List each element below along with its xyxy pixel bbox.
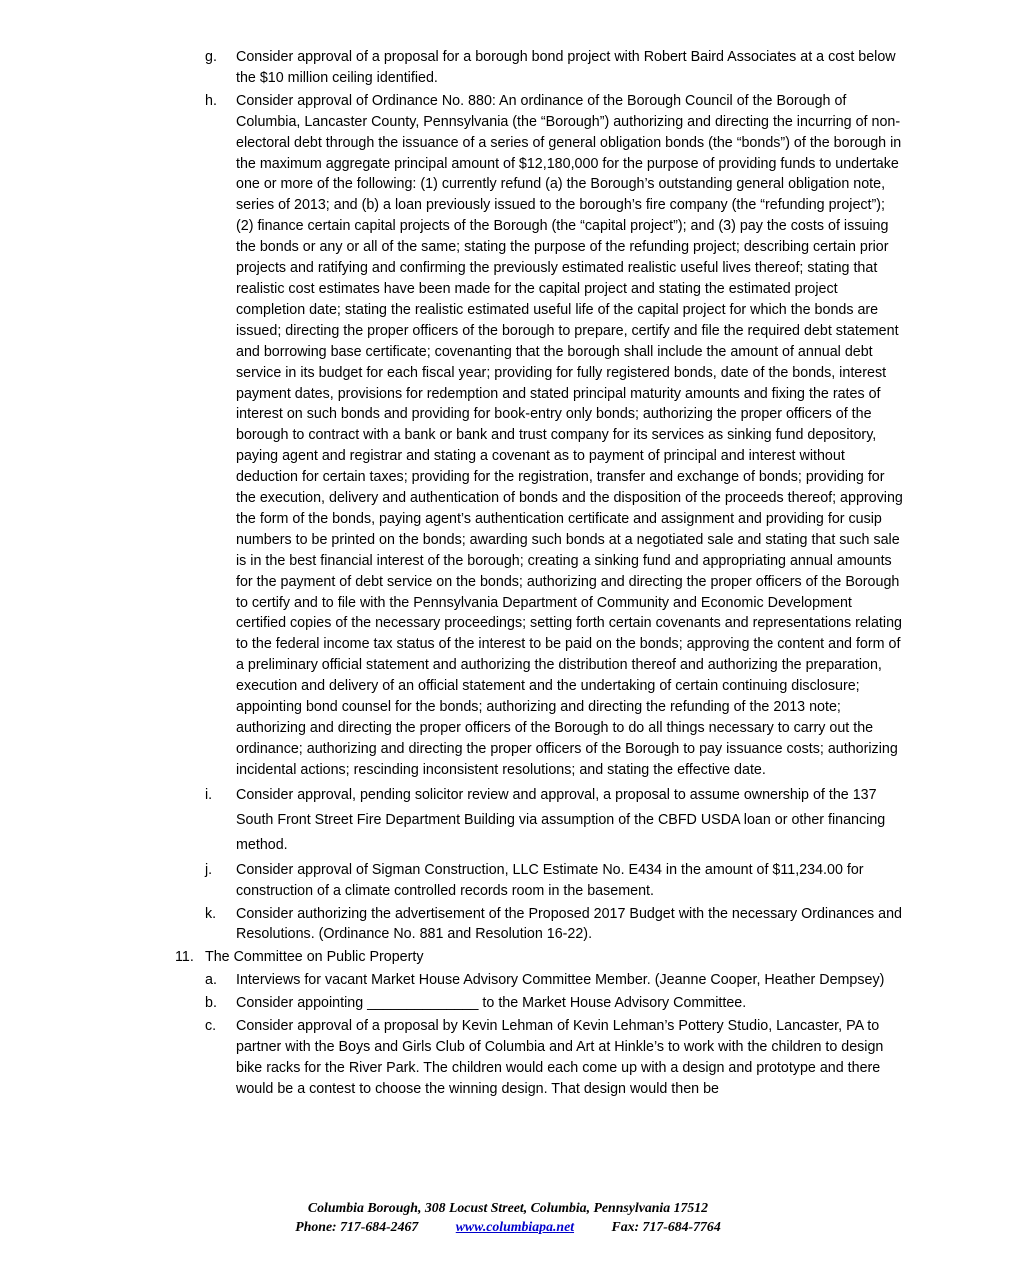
item-label: g.: [205, 49, 217, 65]
item-text: Consider approval of Sigman Construction, LLC Estimate No. E434 in the amount of $11,234.00 for construction of a climate controlled records room in the basement.: [236, 861, 864, 899]
public-property-item-b: [205, 993, 1016, 1014]
page-footer: [0, 1199, 1016, 1236]
item-text: Interviews for vacant Market House Advisory Committee Member. (Jeanne Cooper, Heather Dempsey): [236, 972, 885, 989]
agenda-item-g: [205, 47, 1016, 89]
footer-website-link[interactable]: www.columbiapa.net: [455, 1218, 575, 1234]
item-label: i.: [205, 786, 213, 803]
section-number: 11.: [175, 949, 194, 966]
item-text: Consider authorizing the advertisement of the Proposed 2017 Budget with the necessary Ordinances and Resolutions. (Ordinance No. 881 and Resolution 16-22).: [236, 905, 903, 943]
agenda-item-h: [205, 91, 1016, 781]
item-text: Consider approval of Ordinance No. 880: An ordinance of the Borough Council of the Borough of Columbia, Lancaster County, Pennsylvania (the “Borough”) authorizing and directing the incurring of non-electoral debt through the issuance of a series of general obligation bonds (the “bonds”) of the borough in the maximum aggregate principal amount of $12,180,000 for the purpose of providing funds to undertake one or more of the following: (1) currently refund (a) the Borough’s outstanding general obligation note, series of 2013; and (b) a loan previously issued to the borough’s fire company (the “refunding project”); (2) finance certain capital projects of the Borough (the “capital project”); and (3) pay the costs of issuing the bonds or any or all of the same; stating the purpose of the refunding project; describing certain prior projects and ratifying and confirming the previously estimated realistic useful lives thereof; stating that realistic cost estimates have been made for the capital project and stating the estimated project completion date; stating the realistic estimated useful life of the capital project for which the bonds are issued; directing the proper officers of the borough to prepare, certify and file the required debt statement and borrowing base certificate; covenanting that the borough shall include the amount of annual debt service in its budget for each fiscal year; providing for fully registered bonds, date of the bonds, interest payment dates, provisions for redemption and stated principal maturity amounts and fixing the rates of interest on such bonds and providing for book-entry only bonds; authorizing the proper officers of the borough to contract with a bank or bank and trust company for its services as sinking fund depository, paying agent and registrar and stating a covenant as to payment of principal and interest without deduction for certain taxes; providing for the registration, transfer and exchange of bonds; providing for the execution, delivery and authentication of bonds and the disposition of the proceeds thereof; approving the form of the bonds, paying agent’s authentication certificate and assignment and providing for cusip numbers to be printed on the bonds; awarding such bonds at a negotiated sale and stating that such sale is in the best financial interest of the borough; creating a sinking fund and appropriating annual amounts for the payment of debt service on the bonds; authorizing and directing the proper officers of the Borough to certify and to file with the Pennsylvania Department of Community and Economic Development certified copies of the necessary proceedings; setting forth certain covenants and representations relating to the federal income tax status of the interest to be paid on the bonds; approving the content and form of a preliminary official statement and authorizing the distribution thereof and authorizing the preparation, execution and delivery of an official statement and the undertaking of certain continuing disclosure; appointing bond counsel for the bonds; authorizing and directing the refunding of the 2013 note; authorizing and directing the proper officers of the Borough to do all things necessary to carry out the ordinance; authorizing and directing the proper officers of the Borough to pay issuance costs; authorizing incidental actions; rescinding inconsistent resolutions; and stating the effective date.: [236, 92, 903, 778]
section-title: The Committee on Public Property: [205, 949, 424, 966]
footer-address: Columbia Borough, 308 Locust Street, Columbia, Pennsylvania 17512: [307, 1200, 709, 1215]
agenda-item-i: [205, 783, 1016, 858]
item-label: k.: [205, 905, 217, 922]
item-text: Consider approval, pending solicitor review and approval, a proposal to assume ownership of the 137 South Front Street Fire Department Building via assumption of the CBFD USDA loan or other financing method.: [236, 786, 886, 853]
public-property-item-c: [205, 1016, 1016, 1100]
footer-phone: Phone: 717-684-2467: [295, 1218, 419, 1234]
agenda-item-j: [205, 860, 1016, 902]
item-text: Consider approval of a proposal for a borough bond project with Robert Baird Associates at a cost below the $10 million ceiling identified.: [236, 49, 896, 86]
item-text: Consider approval of a proposal by Kevin Lehman of Kevin Lehman’s Pottery Studio, Lancaster, PA to partner with the Boys and Girls Club of Columbia and Art at Hinkle’s to work with the children to design bike racks for the River Park. The children would each come up with a design and prototype and there would be a contest to choose the winning design. That design would then be: [236, 1018, 884, 1097]
section-11-heading: [175, 947, 1016, 968]
item-label: j.: [205, 861, 213, 878]
item-text: Consider appointing ______________ to the Market House Advisory Committee.: [236, 995, 747, 1012]
public-property-item-a: [205, 970, 1016, 991]
item-label: a.: [205, 972, 217, 989]
item-label: c.: [205, 1018, 217, 1035]
item-label: b.: [205, 995, 217, 1012]
agenda-item-k: [205, 904, 1016, 946]
footer-contact-line: [0, 1218, 1016, 1237]
item-label: h.: [205, 92, 217, 109]
footer-fax: Fax: 717-684-7764: [611, 1218, 721, 1234]
